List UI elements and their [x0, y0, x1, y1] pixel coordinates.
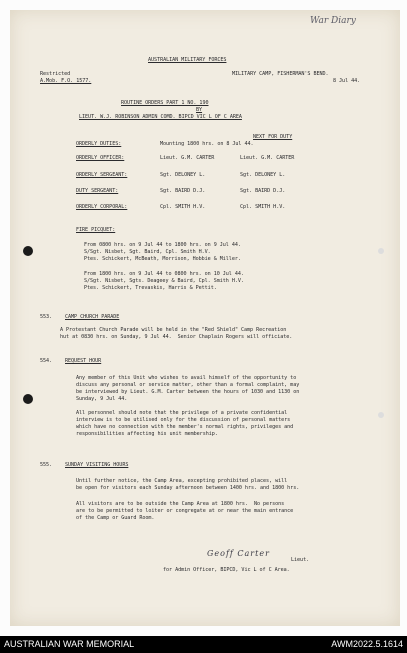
- duty-current: Mounting 1800 hrs. on 8 Jul 44.: [160, 141, 254, 147]
- duty-next: Lieut. G.M. CARTER: [240, 155, 295, 161]
- routine-orders-heading: ROUTINE ORDERS PART 1 NO. 190: [121, 100, 209, 106]
- footer-accession-number: AWM2022.5.1614: [331, 639, 403, 649]
- punch-hole: [23, 394, 33, 404]
- section-text: of the Camp or Guard Room.: [76, 515, 155, 521]
- fire-picquet-line: Ptes. Schickert, Trevaskis, Harris & Pettit.: [84, 285, 217, 291]
- duty-next: Cpl. SMITH H.V.: [240, 204, 286, 210]
- duty-role: ORDERLY CORPORAL:: [76, 204, 128, 210]
- document-date: 8 Jul 44.: [333, 78, 361, 84]
- document-title: AUSTRALIAN MILITARY FORCES: [148, 57, 227, 63]
- duty-role: ORDERLY OFFICER:: [76, 155, 125, 161]
- fire-picquet-line: From 1800 hrs. on 9 Jul 44 to 0800 hrs. on 10 Jul 44.: [84, 271, 244, 277]
- section-text: discuss any personal or service matter, other than a formal complaint, may: [76, 382, 300, 388]
- duty-current: Lieut. G.M. CARTER: [160, 155, 215, 161]
- punch-hole: [23, 246, 33, 256]
- duty-current: Sgt. BAIRD D.J.: [160, 188, 206, 194]
- restricted-label: Restricted: [40, 71, 71, 77]
- section-text: All visitors are to be outside the Camp Area at 1800 hrs. No persons: [76, 501, 285, 507]
- fire-picquet-line: From 0800 hrs. on 9 Jul 44 to 1800 hrs. on 9 Jul 44.: [84, 242, 241, 248]
- signature-rank: Lieut.: [291, 557, 310, 563]
- fire-picquet-line: S/Sgt. Nisbet, Sgts. Deageey & Baird, Cpl. Smith H.V.: [84, 278, 244, 284]
- footer-institution: AUSTRALIAN WAR MEMORIAL: [4, 639, 135, 649]
- duty-current: Cpl. SMITH H.V.: [160, 204, 206, 210]
- section-text: Any member of this Unit who wishes to avail himself of the opportunity to: [76, 375, 297, 381]
- duty-next: Sgt. BAIRD D.J.: [240, 188, 286, 194]
- section-number: 553.: [40, 314, 53, 320]
- form-reference: A.Mob. F.O. 1577.: [40, 78, 92, 84]
- signature: Geoff Carter: [207, 549, 270, 558]
- section-text: interview is to be utilised only for the discussion of personal matters: [76, 417, 291, 423]
- footer-bar: [0, 636, 407, 653]
- section-text: responsibilities affecting his unit membership.: [76, 431, 218, 437]
- duty-role: ORDERLY SERGEANT:: [76, 172, 128, 178]
- fire-picquet-heading: FIRE PICQUET:: [76, 227, 116, 233]
- issuing-officer: LIEUT. W.J. ROBINSON ADMIN COMD. BIPCD VIC L OF C AREA: [79, 114, 242, 120]
- section-text: A Protestant Church Parade will be held in the "Red Shield" Camp Recreation: [60, 327, 287, 333]
- fire-picquet-line: Ptes. Schickert, McBeath, Morrison, Hobbie & Miller.: [84, 256, 241, 262]
- location: MILITARY CAMP, FISHERMAN'S BEND.: [232, 71, 329, 77]
- section-text: hut at 0830 hrs. on Sunday, 9 Jul 44. Senior Chaplain Rogers will officiate.: [60, 334, 293, 340]
- section-text: Until further notice, the Camp Area, excepting prohibited places, will: [76, 478, 288, 484]
- fire-picquet-line: S/Sgt. Nisbet, Sgt. Baird, Cpl. Smith H.V.: [84, 249, 211, 255]
- section-text: Sunday, 9 Jul 44.: [76, 396, 128, 402]
- signature-block: for Admin Officer, BIPCD, Vic L of C Area.: [163, 567, 290, 573]
- section-text: be interviewed by Lieut. G.M. Carter between the hours of 1030 and 1130 on: [76, 389, 300, 395]
- section-text: be open for visitors each Sunday afternoon between 1400 hrs. and 1800 hrs.: [76, 485, 300, 491]
- punch-hole: [378, 412, 384, 418]
- section-heading: SUNDAY VISITING HOURS: [65, 462, 129, 468]
- handwritten-note: War Diary: [310, 16, 356, 26]
- section-heading: CAMP CHURCH PARADE: [65, 314, 120, 320]
- next-for-duty-label: NEXT FOR DUTY: [253, 134, 293, 140]
- section-text: which have no connection with the member's normal rights, privileges and: [76, 424, 294, 430]
- section-text: All personnel should note that the privilege of a private confidential: [76, 410, 288, 416]
- by-label: BY: [196, 107, 203, 113]
- section-number: 554.: [40, 358, 53, 364]
- punch-hole: [378, 248, 384, 254]
- section-text: are to be permitted to loiter or congregate at or near the main entrance: [76, 508, 294, 514]
- duty-role: ORDERLY DUTIES:: [76, 141, 122, 147]
- section-heading: REQUEST HOUR: [65, 358, 102, 364]
- duty-next: Sgt. DELONEY L.: [240, 172, 286, 178]
- section-number: 555.: [40, 462, 53, 468]
- duty-current: Sgt. DELONEY L.: [160, 172, 206, 178]
- duty-role: DUTY SERGEANT:: [76, 188, 119, 194]
